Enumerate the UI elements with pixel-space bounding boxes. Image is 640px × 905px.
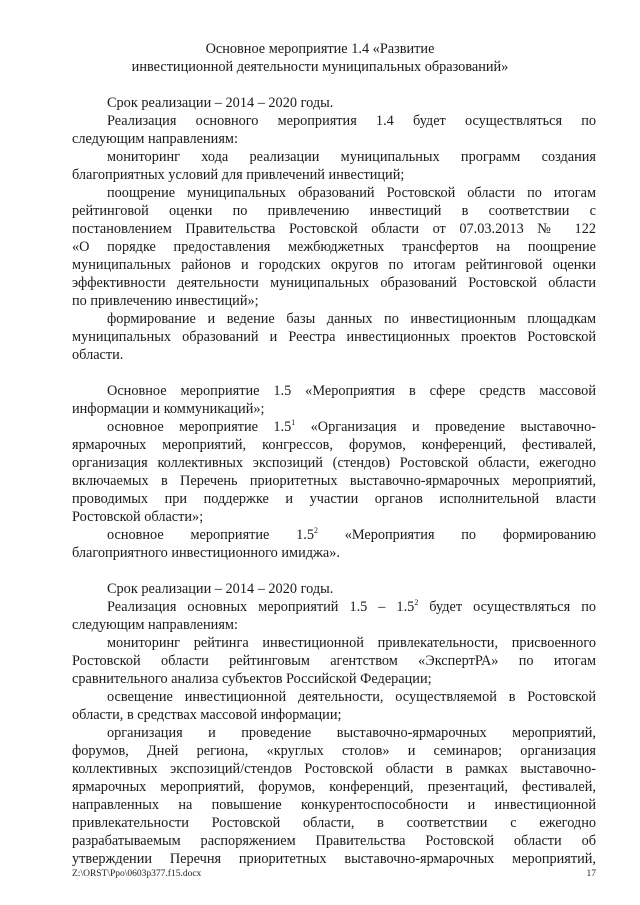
section-title-line: инвестиционной деятельности муниципальных образований» [131, 59, 509, 75]
superscript: 2 [414, 598, 419, 607]
event-number: основное мероприятие 1.5 [107, 419, 292, 435]
text-line: ярмарочных мероприятий, форумов, конференций, презентаций, фестивалей, [72, 779, 596, 795]
text-line: мониторинг хода реализации муниципальных программ создания [107, 149, 596, 165]
text-line: утверждении Перечня приоритетных выставочно-ярмарочных мероприятий, [72, 851, 596, 867]
events-range: Реализация основных мероприятий 1.5 – 1.5 [107, 599, 415, 615]
text-line: области, в средствах массовой информации; [72, 707, 342, 723]
text-line: «О порядке предоставления межбюджетных трансфертов на поощрение [72, 239, 596, 255]
superscript: 1 [291, 418, 296, 427]
text-line: включаемых в Перечень приоритетных выставочно-ярмарочных мероприятий, [72, 473, 596, 489]
text-line: формирование и ведение базы данных по инвестиционным площадкам [107, 311, 596, 327]
text-line: области. [72, 347, 124, 363]
text-line: Ростовской области»; [72, 509, 204, 525]
text-line: Срок реализации – 2014 – 2020 годы. [107, 95, 334, 111]
text-line: информации и коммуникаций»; [72, 401, 265, 417]
text-line: организация и проведение выставочно-ярмарочных мероприятий, [107, 725, 596, 741]
event-title: «Мероприятия по формированию [318, 527, 596, 543]
text-line: муниципальных районов и городских округов по итогам рейтинговой оценки [72, 257, 596, 273]
page-number: 17 [586, 869, 596, 879]
text-line: Основное мероприятие 1.5 «Мероприятия в сфере средств массовой [107, 383, 596, 399]
footer-file-path: Z:\ORST\Ppo\0603p377.f15.docx [72, 869, 202, 879]
text-line: муниципальных образований и Реестра инвестиционных проектов Ростовской [72, 329, 596, 345]
text-line: форумов, Дней региона, «круглых столов» и семинаров; организация [72, 743, 596, 759]
text-line [107, 526, 596, 544]
text-line [107, 418, 596, 436]
text-line: проводимых при поддержке и участии органов исполнительной власти [72, 491, 596, 507]
superscript: 2 [314, 526, 318, 535]
text-line: мониторинг рейтинга инвестиционной привлекательности, присвоенного [107, 635, 596, 651]
text-line: благоприятного инвестиционного имиджа». [72, 545, 340, 561]
text-line: Ростовской области рейтинговым агентством «ЭкспертРА» по итогам [72, 653, 596, 669]
event-title: «Организация и проведение выставочно- [295, 419, 596, 435]
text-line: сравнительного анализа субъектов Российской Федерации; [72, 671, 432, 687]
text-line: по привлечению инвестиций»; [72, 293, 259, 309]
text-line: поощрение муниципальных образований Ростовской области по итогам [107, 185, 596, 201]
text-line: коллективных экспозиций/стендов Ростовской области в рамках выставочно- [72, 761, 596, 777]
text-line: разрабатываемым распоряжением Правительства Ростовской области об [72, 833, 596, 849]
text-line: следующим направлениям: [72, 131, 238, 147]
text-line: организация коллективных экспозиций (стендов) Ростовской области, ежегодно [72, 455, 596, 471]
section-title-line: Основное мероприятие 1.4 «Развитие [205, 41, 435, 57]
text-line: Реализация основного мероприятия 1.4 будет осуществляться по [107, 113, 596, 129]
text-line: постановлением Правительства Ростовской области от 07.03.2013 № 122 [72, 221, 596, 237]
event-number: основное мероприятие 1.5 [107, 527, 314, 543]
text-line [107, 598, 596, 616]
text-line: эффективности деятельности муниципальных образований Ростовской области [72, 275, 596, 291]
text-line: благоприятных условий для привлечений инвестиций; [72, 167, 405, 183]
text-line: освещение инвестиционной деятельности, осуществляемой в Ростовской [107, 689, 596, 705]
text-line: следующим направлениям: [72, 617, 238, 633]
text-line: Срок реализации – 2014 – 2020 годы. [107, 581, 334, 597]
text-line: рейтинговой оценки по привлечению инвестиций в соответствии с [72, 203, 596, 219]
text-fragment: будет осуществляться по [418, 599, 596, 615]
text-line: направленных на повышение конкурентоспособности и инвестиционной [72, 797, 596, 813]
text-line: ярмарочных мероприятий, конгрессов, форумов, конференций, фестивалей, [72, 437, 596, 453]
text-line: привлекательности Ростовской области, в соответствии с ежегодно [72, 815, 596, 831]
